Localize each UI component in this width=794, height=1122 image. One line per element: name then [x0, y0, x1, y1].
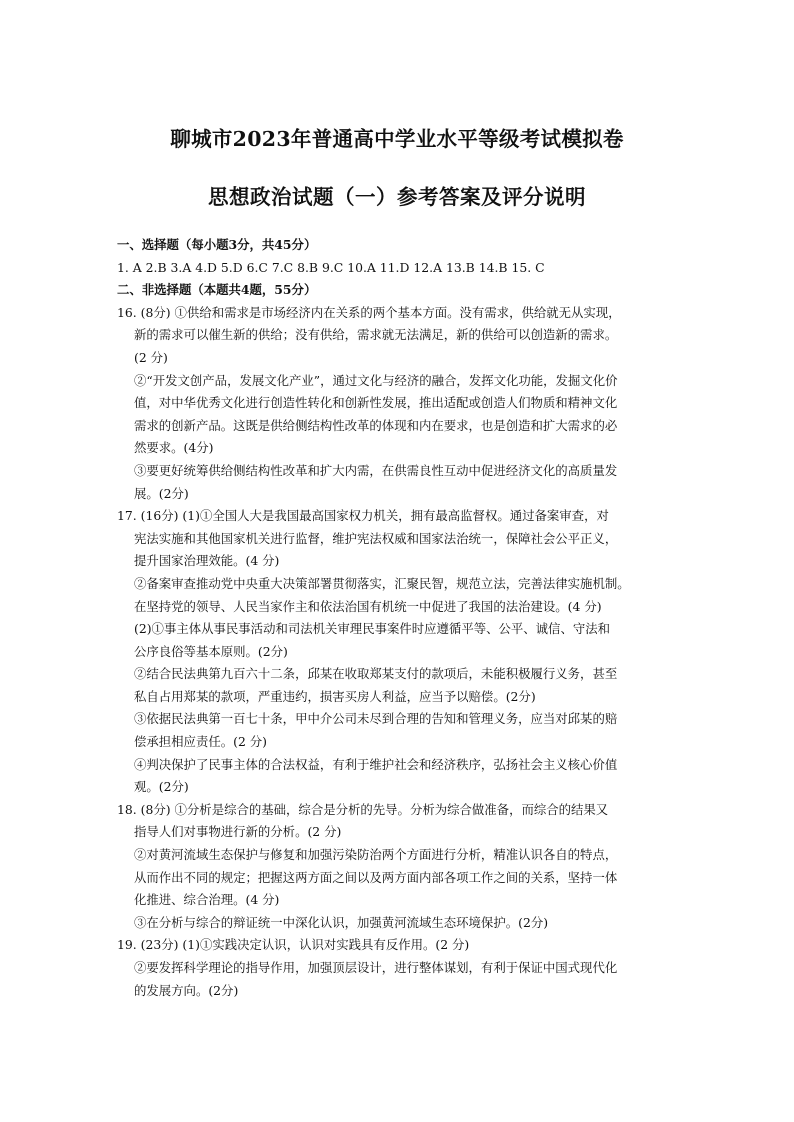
- q17-line: 提升国家治理效能。(4 分): [134, 553, 280, 569]
- q19-line: ②要发挥科学理论的指导作用，加强顶层设计，进行整体谋划，有利于保证中国式现代化: [134, 960, 618, 975]
- question-18: [117, 799, 682, 935]
- q18-line: ②对黄河流域生态保护与修复和加强污染防治两个方面进行分析，精准认识各自的特点，: [134, 847, 618, 863]
- q18-line: 从而作出不同的规定；把握这两方面之间以及两方面内部各项工作之间的关系，坚持一体: [134, 869, 618, 885]
- q17-line: 公序良俗等基本原则。(2分): [134, 643, 288, 659]
- q18-line: 指导人们对事物进行新的分析。(2 分): [134, 824, 342, 840]
- q16-line: ②“开发文创产品，发展文化产业”，通过文化与经济的融合，发挥文化功能，发掘文化价: [134, 372, 618, 388]
- q18-line: 化推进、综合治理。(4 分): [134, 892, 280, 908]
- answer-content: [117, 234, 682, 1002]
- q16-line: 展。(2分): [134, 485, 189, 501]
- page-title: 聊城市2023年普通高中学业水平等级考试模拟卷: [170, 127, 624, 151]
- q16-line: 16. (8分) ①供给和需求是市场经济内在关系的两个基本方面。没有需求，供给就无从实现，: [117, 304, 621, 320]
- q19-line: 19. (23分) (1)①实践决定认识，认识对实践具有反作用。(2 分): [117, 937, 470, 953]
- q17-line: ③依据民法典第一百七十条，甲中介公司未尽到合理的告知和管理义务，应当对邱某的赔: [134, 711, 618, 727]
- q17-line: 宪法实施和其他国家机关进行监督，维护宪法权威和国家法治统一，保障社会公平正义，: [134, 530, 618, 546]
- q17-line: 观。(2分): [134, 779, 189, 795]
- q17-line: 私自占用郑某的款项，严重违约，损害买房人利益，应当予以赔偿。(2分): [134, 688, 536, 704]
- q16-line: 值，对中华优秀文化进行创造性转化和创新性发展，推出适配或创造人们物质和精神文化: [134, 395, 618, 411]
- q17-line: 偿承担相应责任。(2 分): [134, 734, 268, 750]
- q17-line: ②备案审查推动党中央重大决策部署贯彻落实，汇聚民智，规范立法，完善法律实施机制。: [134, 575, 630, 591]
- q16-line: (2 分): [134, 349, 168, 365]
- q16-line: ③要更好统筹供给侧结构性改革和扩大内需，在供需良性互动中促进经济文化的高质量发: [134, 462, 618, 478]
- section1-heading: 一、选择题（每小题3分，共45分）: [117, 237, 317, 252]
- q16-line: 新的需求可以催生新的供给；没有供给，需求就无法满足，新的供给可以创造新的需求。: [134, 327, 618, 343]
- choice-answers: 1. A 2.B 3.A 4.D 5.D 6.C 7.C 8.B 9.C 10.A 11.D 12.A 13.B 14.B 15. C: [117, 259, 545, 275]
- q16-line: 需求的创新产品。这既是供给侧结构性改革的体现和内在要求，也是创造和扩大需求的必: [134, 417, 618, 433]
- q17-line: ④判决保护了民事主体的合法权益，有利于维护社会和经济秩序，弘扬社会主义核心价值: [134, 756, 618, 772]
- q19-line: 的发展方向。(2分): [134, 982, 239, 998]
- page-subtitle: 思想政治试题（一）参考答案及评分说明: [208, 185, 586, 209]
- question-17: [117, 505, 682, 799]
- q17-line: 17. (16分) (1)①全国人大是我国最高国家权力机关，拥有最高监督权。通过备案审查，对: [117, 508, 609, 524]
- q16-line: 然要求。(4分): [134, 440, 214, 456]
- q17-line: ②结合民法典第九百六十二条，邱某在收取郑某支付的款项后，未能积极履行义务，甚至: [134, 666, 618, 682]
- q17-line: 在坚持党的领导、人民当家作主和依法治国有机统一中促进了我国的法治建设。(4 分): [134, 598, 602, 614]
- question-16: [117, 302, 682, 505]
- q17-line: (2)①事主体从事民事活动和司法机关审理民事案件时应遵循平等、公平、诚信、守法和: [134, 621, 611, 637]
- section2-heading: 二、非选择题（本题共4题，55分）: [117, 282, 317, 298]
- q18-line: ③在分析与综合的辩证统一中深化认识，加强黄河流域生态环境保护。(2分): [134, 914, 549, 930]
- q18-line: 18. (8分) ①分析是综合的基础，综合是分析的先导。分析为综合做准备，而综合的结果又: [117, 801, 609, 817]
- question-19: [117, 934, 682, 1002]
